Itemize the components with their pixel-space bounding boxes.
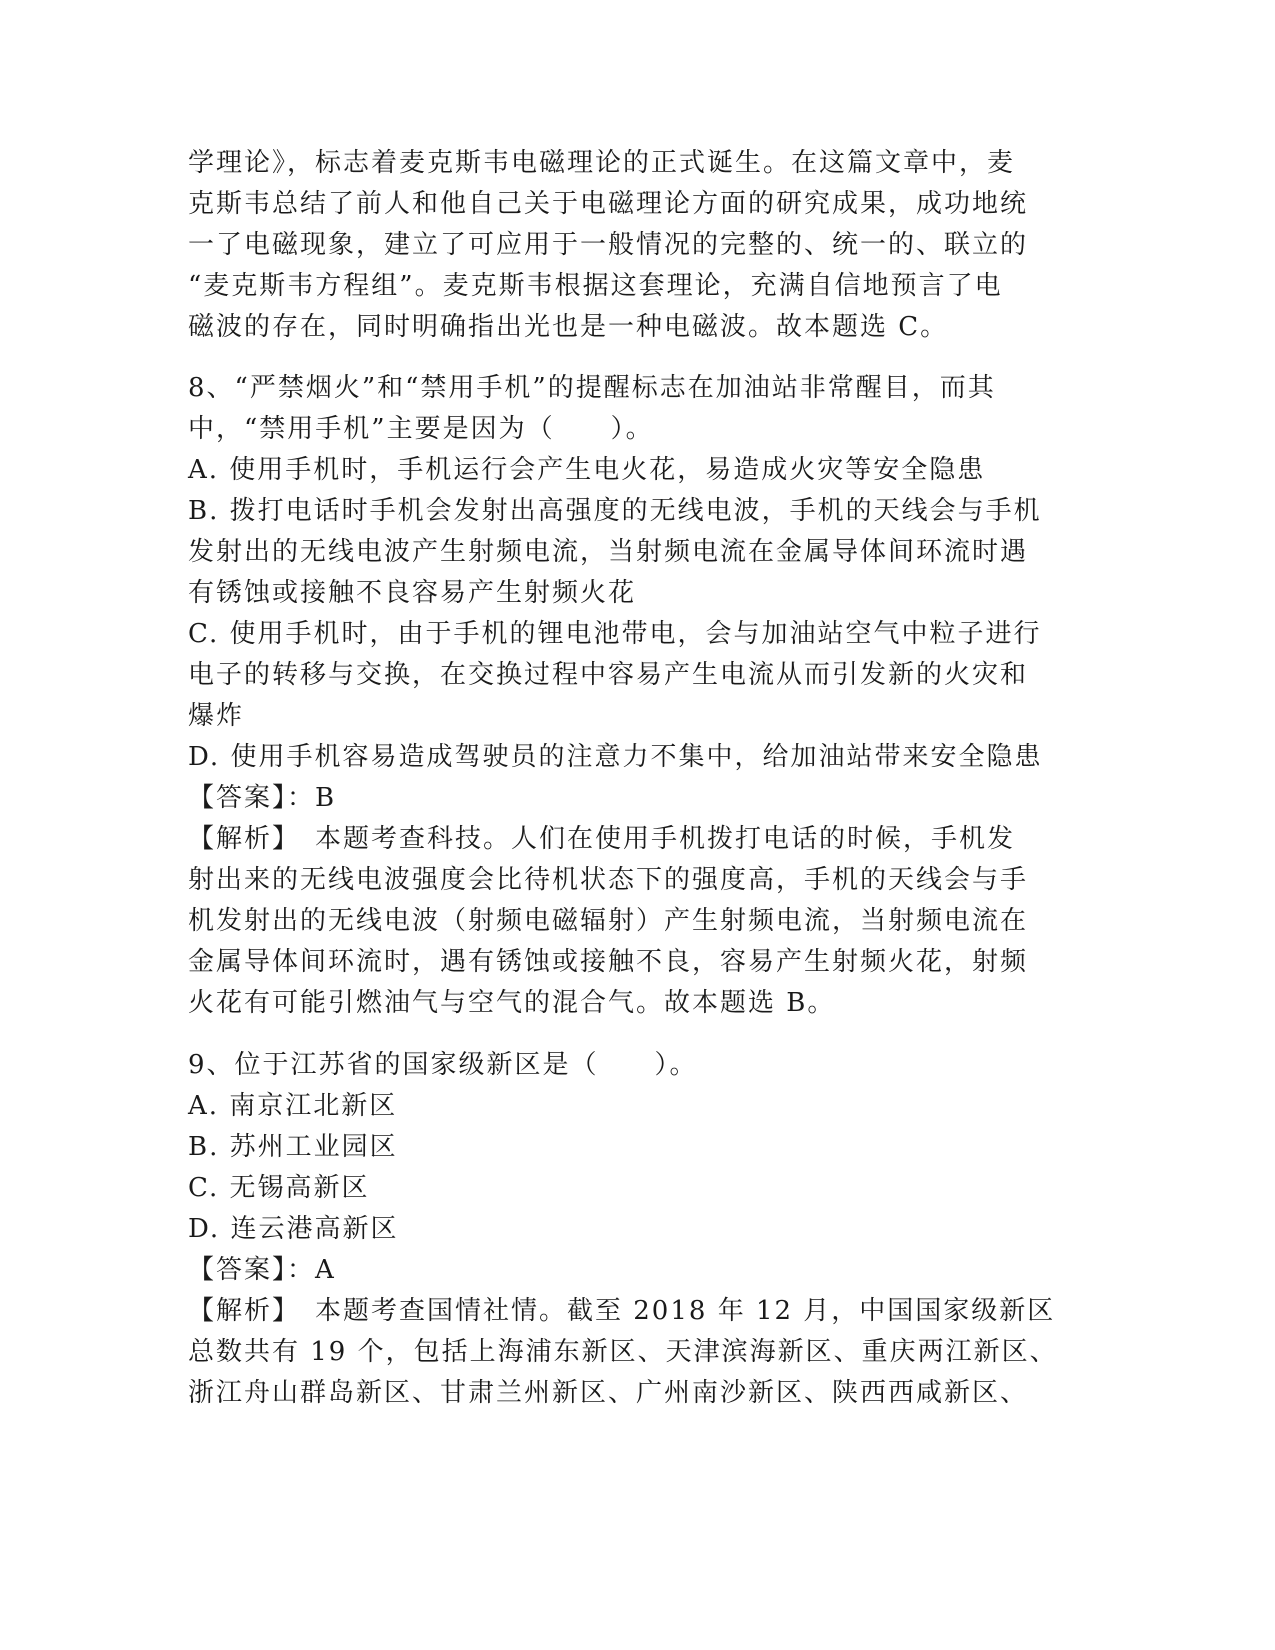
- question-8-answer: 【答案】：B: [188, 783, 337, 813]
- question-8-option-c: C. 使用手机时，由于手机的锂电池带电，会与加油站空气中粒子进行: [188, 619, 1042, 649]
- question-9-option-c: C. 无锡高新区: [188, 1173, 370, 1203]
- question-9-analysis: 浙江舟山群岛新区、甘肃兰州新区、广州南沙新区、陕西西咸新区、: [188, 1378, 1029, 1408]
- question-8-stem: 8、“严禁烟火”和“禁用手机”的提醒标志在加油站非常醒目，而其: [188, 373, 996, 403]
- question-8-option-b: 有锈蚀或接触不良容易产生射频火花: [188, 578, 637, 608]
- question-9-analysis: 【解析】 本题考查国情社情。截至 2018 年 12 月，中国国家级新区: [188, 1296, 1056, 1326]
- question-8-stem: 中，“禁用手机”主要是因为（ ）。: [188, 414, 654, 444]
- question-8-option-c: 电子的转移与交换，在交换过程中容易产生电流从而引发新的火灾和: [188, 660, 1029, 690]
- question-9-option-d: D. 连云港高新区: [188, 1214, 399, 1244]
- question-8-analysis: 【解析】 本题考查科技。人们在使用手机拨打电话的时候，手机发: [188, 824, 1016, 854]
- question-8-analysis: 射出来的无线电波强度会比待机状态下的强度高，手机的天线会与手: [188, 865, 1029, 895]
- question-9-option-b: B. 苏州工业园区: [188, 1132, 398, 1162]
- question-8-option-c: 爆炸: [188, 701, 245, 731]
- question-8-analysis: 机发射出的无线电波（射频电磁辐射）产生射频电流，当射频电流在: [188, 906, 1029, 936]
- question-8-option-d: D. 使用手机容易造成驾驶员的注意力不集中，给加油站带来安全隐患: [188, 742, 1043, 772]
- question-8-analysis: 火花有可能引燃油气与空气的混合气。故本题选 B。: [188, 988, 836, 1018]
- question-8-option-b: 发射出的无线电波产生射频电流，当射频电流在金属导体间环流时遇: [188, 537, 1029, 567]
- text-line: 一了电磁现象，建立了可应用于一般情况的完整的、统一的、联立的: [188, 230, 1029, 260]
- question-9-answer: 【答案】：A: [188, 1255, 336, 1285]
- question-8-option-b: B. 拨打电话时手机会发射出高强度的无线电波，手机的天线会与手机: [188, 496, 1042, 526]
- question-8-option-a: A. 使用手机时，手机运行会产生电火花，易造成火灾等安全隐患: [188, 455, 986, 485]
- text-line: 学理论》，标志着麦克斯韦电磁理论的正式诞生。在这篇文章中，麦: [188, 148, 1016, 178]
- question-9-option-a: A. 南京江北新区: [188, 1091, 398, 1121]
- text-line: 磁波的存在，同时明确指出光也是一种电磁波。故本题选 C。: [188, 312, 949, 342]
- text-line: 克斯韦总结了前人和他自己关于电磁理论方面的研究成果，成功地统: [188, 189, 1029, 219]
- question-8-analysis: 金属导体间环流时，遇有锈蚀或接触不良，容易产生射频火花，射频: [188, 947, 1029, 977]
- question-9-stem: 9、位于江苏省的国家级新区是（ ）。: [188, 1050, 698, 1080]
- text-line: “麦克斯韦方程组”。麦克斯韦根据这套理论，充满自信地预言了电: [188, 271, 1003, 301]
- question-9-analysis: 总数共有 19 个，包括上海浦东新区、天津滨海新区、重庆两江新区、: [188, 1337, 1058, 1367]
